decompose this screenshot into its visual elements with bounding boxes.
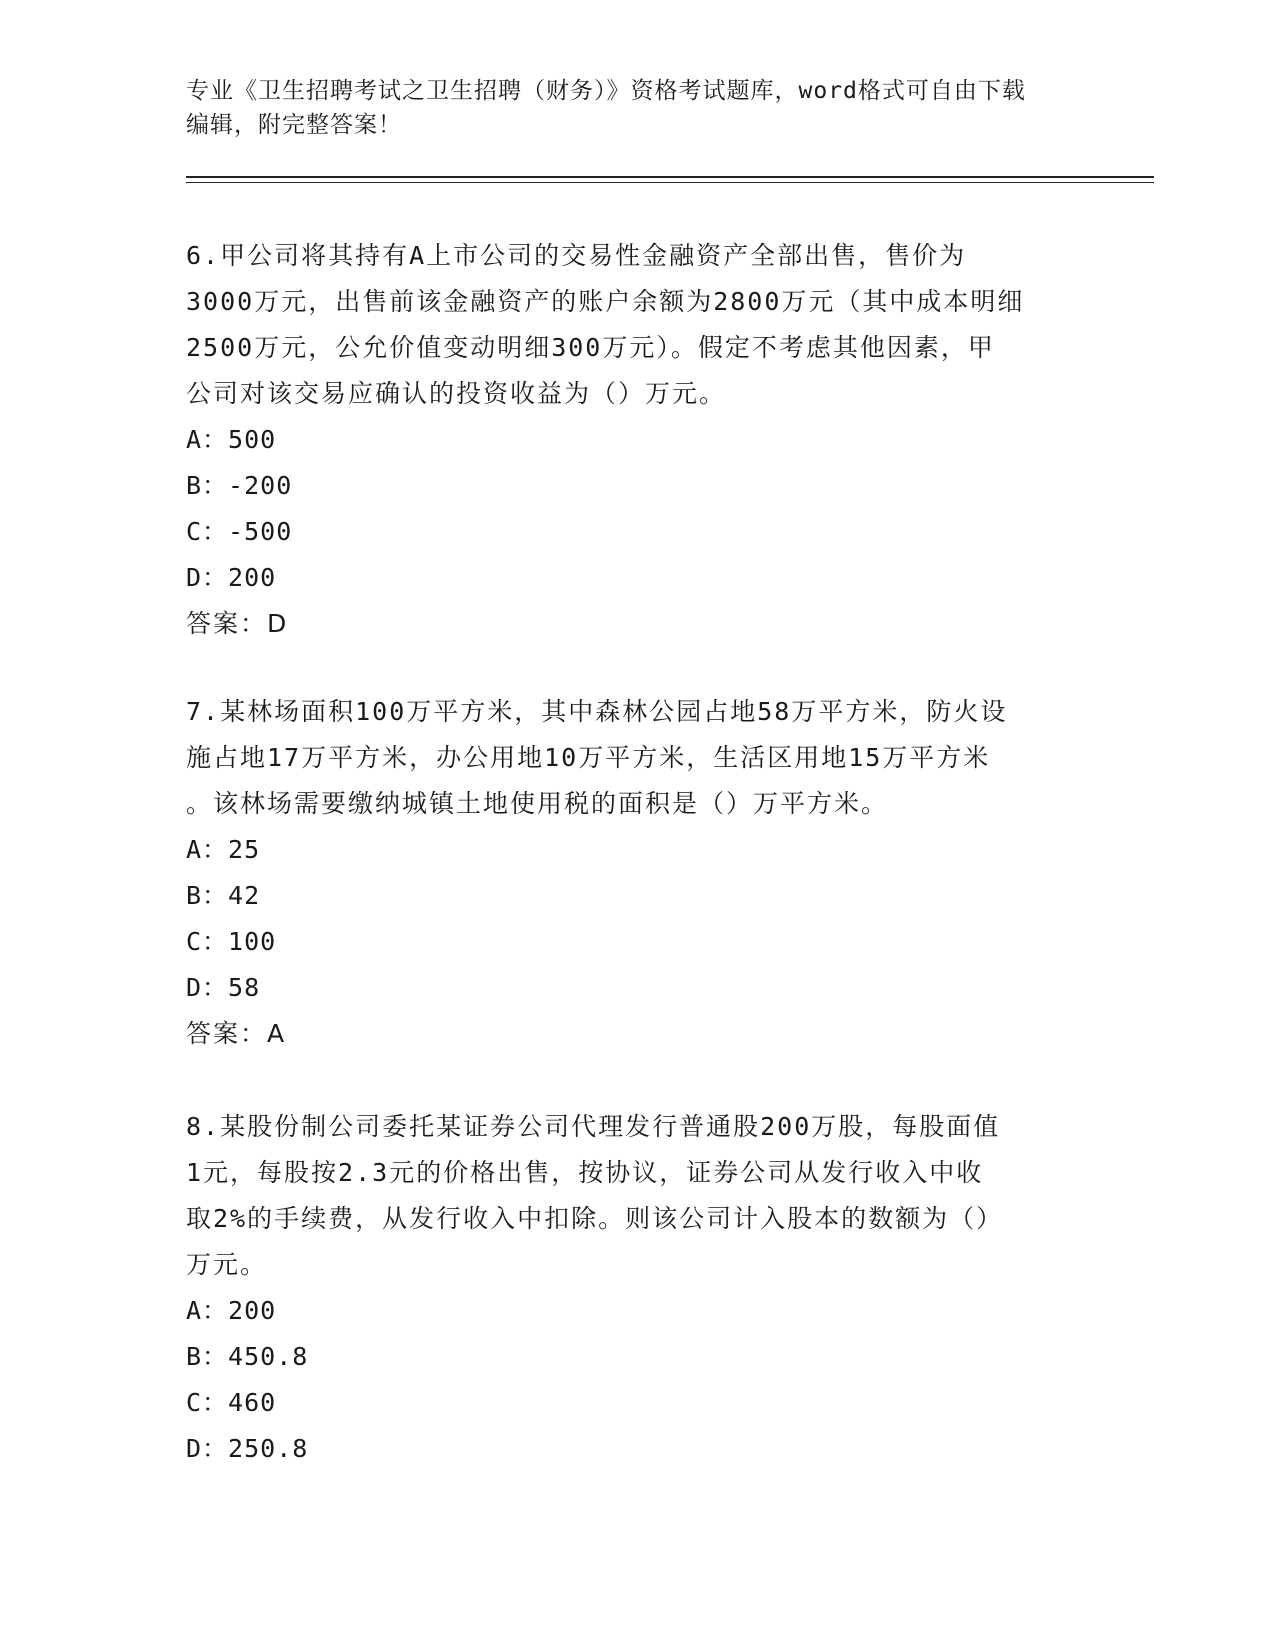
option-c: C：460 (186, 1388, 277, 1417)
option-d: D：250.8 (186, 1434, 309, 1463)
question-line: 施占地17万平方米，办公用地10万平方米，生活区用地15万平方米 (186, 743, 991, 772)
option-b: B：-200 (186, 471, 293, 500)
question-7 (186, 689, 1086, 1057)
question-line: 取2%的手续费，从发行收入中扣除。则该公司计入股本的数额为（） (186, 1204, 1004, 1233)
question-line: 6.甲公司将其持有A上市公司的交易性金融资产全部出售，售价为 (186, 241, 967, 270)
option-a: A：200 (186, 1296, 277, 1325)
header-line-2: 编辑，附完整答案！ (186, 112, 402, 138)
question-line: 7.某林场面积100万平方米，其中森林公园占地58万平方米，防火设 (186, 697, 1008, 726)
option-c: C：100 (186, 927, 277, 956)
header-divider-thin (186, 182, 1154, 183)
answer-label: 答案：A (186, 1019, 287, 1048)
option-b: B：42 (186, 881, 261, 910)
question-line: 。该林场需要缴纳城镇土地使用税的面积是（）万平方米。 (186, 789, 889, 818)
question-line: 8.某股份制公司委托某证券公司代理发行普通股200万股，每股面值 (186, 1112, 1001, 1141)
option-a: A：25 (186, 835, 261, 864)
question-6 (186, 233, 1086, 647)
option-c: C：-500 (186, 517, 293, 546)
question-line: 公司对该交易应确认的投资收益为（）万元。 (186, 379, 727, 408)
question-8 (186, 1104, 1086, 1472)
question-line: 3000万元，出售前该金融资产的账户余额为2800万元（其中成本明细 (186, 287, 1025, 316)
option-a: A：500 (186, 425, 277, 454)
option-b: B：450.8 (186, 1342, 309, 1371)
option-d: D：200 (186, 563, 277, 592)
document-header (186, 74, 1086, 142)
option-d: D：58 (186, 973, 261, 1002)
header-line-1: 专业《卫生招聘考试之卫生招聘（财务）》资格考试题库，word格式可自由下载 (186, 78, 1026, 104)
question-line: 2500万元，公允价值变动明细300万元）。假定不考虑其他因素，甲 (186, 333, 995, 362)
question-line: 1元，每股按2.3元的价格出售，按协议，证券公司从发行收入中收 (186, 1158, 984, 1187)
answer-label: 答案：D (186, 609, 289, 638)
header-divider-thick (186, 176, 1154, 178)
question-line: 万元。 (186, 1250, 268, 1279)
